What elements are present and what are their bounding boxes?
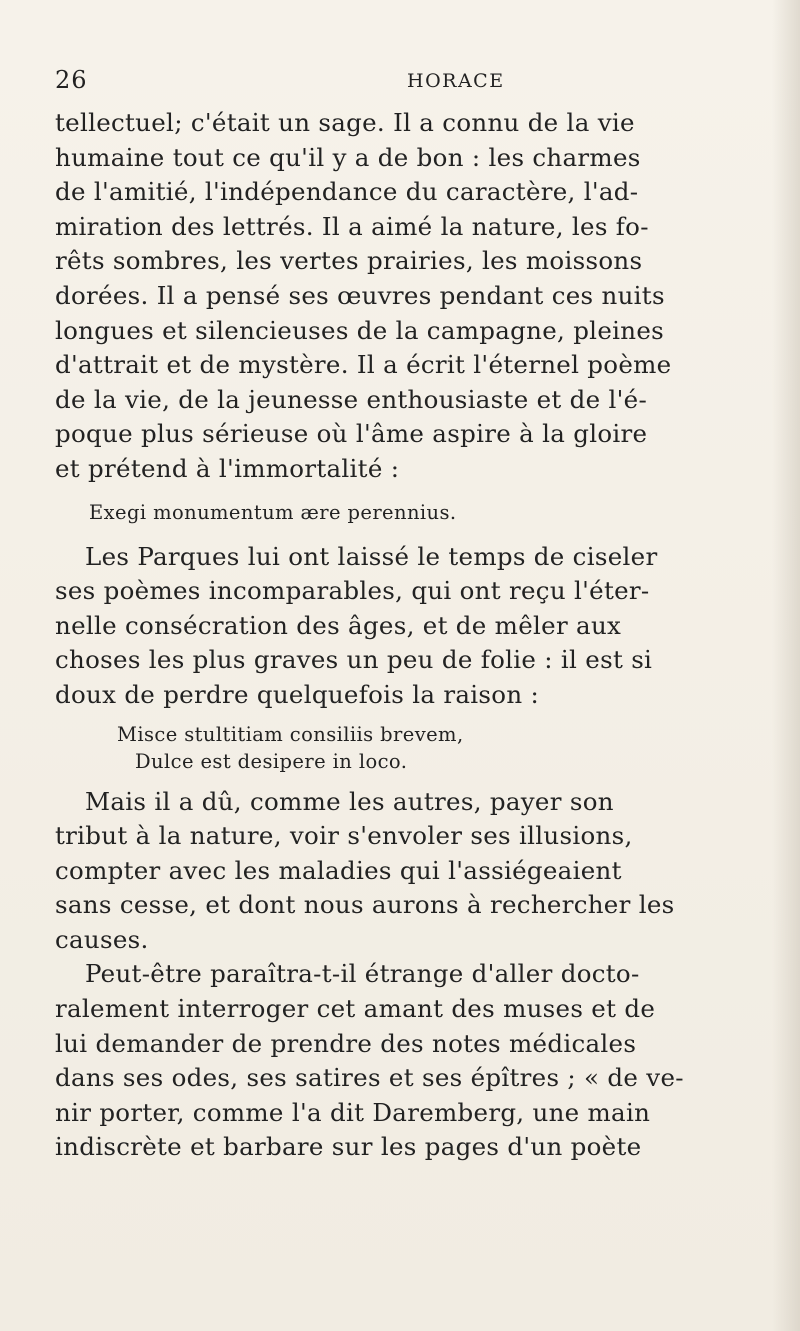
text-line: Les Parques lui ont laissé le temps de ciseler	[85, 541, 658, 571]
page-number: 26	[55, 66, 88, 94]
text-line: rêts sombres, les vertes prairies, les moissons	[55, 246, 643, 276]
page-edge-shadow	[772, 0, 800, 1331]
paragraph-2	[55, 540, 745, 713]
text-line: et prétend à l'immortalité :	[55, 453, 400, 483]
text-line: ses poèmes incomparables, qui ont reçu l'éter-	[55, 576, 650, 606]
text-line: de la vie, de la jeunesse enthousiaste et de l'é-	[55, 384, 648, 414]
text-line: miration des lettrés. Il a aimé la nature, les fo-	[55, 211, 649, 241]
text-line: de l'amitié, l'indépendance du caractère, l'ad-	[55, 177, 639, 207]
text-line: causes.	[55, 924, 149, 954]
latin-quote: Exegi monumentum ære perennius.	[89, 500, 457, 524]
page-body	[55, 106, 745, 1165]
text-line: humaine tout ce qu'il y a de bon : les charmes	[55, 142, 641, 172]
latin-verse	[55, 721, 745, 775]
text-line: indiscrète et barbare sur les pages d'un poète	[55, 1132, 642, 1162]
text-line: dans ses odes, ses satires et ses épîtres ; « de ve-	[55, 1063, 684, 1093]
text-line: doux de perdre quelquefois la raison :	[55, 679, 540, 709]
text-line: lui demander de prendre des notes médicales	[55, 1028, 637, 1058]
text-line: nelle consécration des âges, et de mêler aux	[55, 610, 622, 640]
paragraph-3	[55, 785, 745, 958]
verse-line: Dulce est desipere in loco.	[135, 749, 408, 773]
text-line: d'attrait et de mystère. Il a écrit l'éternel poème	[55, 350, 672, 380]
running-title: HORACE	[407, 70, 505, 92]
text-line: compter avec les maladies qui l'assiégeaient	[55, 855, 622, 885]
text-line: longues et silencieuses de la campagne, pleines	[55, 315, 665, 345]
paragraph-4	[55, 957, 745, 1165]
text-line: ralement interroger cet amant des muses et de	[55, 994, 656, 1024]
text-line: poque plus sérieuse où l'âme aspire à la gloire	[55, 419, 648, 449]
text-line: tribut à la nature, voir s'envoler ses illusions,	[55, 821, 633, 851]
text-line: Mais il a dû, comme les autres, payer son	[85, 786, 614, 816]
page-header	[55, 66, 745, 96]
verse-line: Misce stultitiam consiliis brevem,	[117, 722, 464, 746]
text-line: dorées. Il a pensé ses œuvres pendant ces nuits	[55, 280, 665, 310]
text-line: Peut-être paraîtra-t-il étrange d'aller docto-	[85, 959, 640, 989]
paragraph-1	[55, 106, 745, 487]
text-line: nir porter, comme l'a dit Daremberg, une main	[55, 1097, 651, 1127]
text-line: sans cesse, et dont nous aurons à rechercher les	[55, 890, 675, 920]
text-line: choses les plus graves un peu de folie : il est si	[55, 645, 653, 675]
text-line: tellectuel; c'était un sage. Il a connu de la vie	[55, 108, 635, 137]
